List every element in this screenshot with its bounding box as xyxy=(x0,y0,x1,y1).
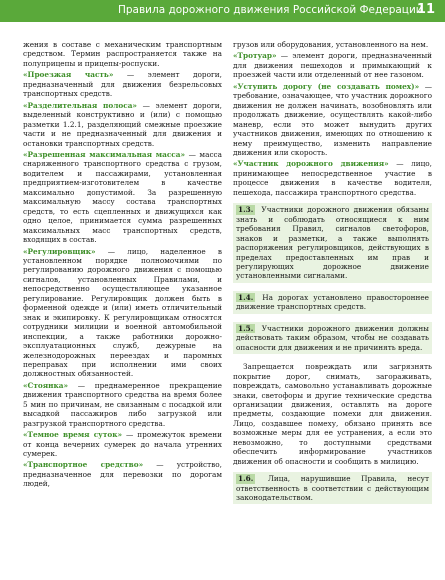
definition-term: «Уступить дорогу (не создавать помех)» xyxy=(233,81,420,91)
rule-number: 1.6. xyxy=(238,474,254,484)
definition-term: «Стоянка» xyxy=(23,380,69,390)
definition-text: — лицо, наделенное в установленном порядке полномочиями по регулированию дорожного движения с помощью сигналов, установленных Правилами, и непосредственно осуществляющее указанное регулирование. Регулировщик должен быть в форменной одежде и (или) иметь отличительный знак и экипировку. К регулировщикам относятся сотрудники милиции и военной автомобильной инспекции, а также работники дорожно-эксплуатационных служб, дежурные на железнодорожных переездах и паромных переправах при исполнении ими своих должностных обязанностей. xyxy=(23,246,222,379)
definition-paragraph xyxy=(23,150,222,245)
definition-text: — требование, означающее, что участник дорожного движения не должен начинать, возобновлять или продолжать движение, осуществлять какой-либо маневр, если это может вынудить других участников движения, имеющих по отношению к нему преимущество, изменить направление движения или скорость. xyxy=(233,81,432,157)
definition-text: — устройство, предназначенное для перевозки по дорогам людей, xyxy=(23,460,222,489)
definition-text: — элемент дороги, предназначенный для движения пешеходов и примыкающий к проезжей части или отделенный от нее газоном. xyxy=(233,51,432,80)
left-column xyxy=(23,40,222,491)
definition-paragraph xyxy=(233,82,432,158)
rule-number: 1.5. xyxy=(238,323,254,333)
definition-term: «Тротуар» xyxy=(233,51,277,61)
right-column xyxy=(233,40,432,512)
definition-term: «Разделительная полоса» xyxy=(23,100,137,110)
body-paragraph: Запрещается повреждать или загрязнять покрытие дорог, снимать, загораживать, повреждать, самовольно устанавливать дорожные знаки, светофоры и другие технические средства организации движения, оставлять на дороге предметы, создающие помехи для движения. Лицо, создавшее помеху, обязано принять все возможные меры для ее устранения, а если это невозможно, то доступными средствами обеспечить информирование участников движения об опасности и сообщить в милицию. xyxy=(233,362,432,466)
definition-term: «Темное время суток» xyxy=(23,430,123,440)
definition-term: «Транспортное средство» xyxy=(23,460,144,470)
definition-paragraph xyxy=(23,430,222,458)
definition-paragraph xyxy=(23,247,222,379)
definition-term: «Участник дорожного движения» xyxy=(233,159,389,169)
definition-text: грузов или оборудования, установленного на нем. xyxy=(233,40,429,49)
rule-block xyxy=(233,322,432,354)
definition-paragraph xyxy=(23,40,222,68)
rule-text: Участники дорожного движения должны действовать таким образом, чтобы не создавать опасности для движения и не причинять вреда. xyxy=(236,323,429,352)
rule-text: Участники дорожного движения обязаны знать и соблюдать относящиеся к ним требования Правил, сигналов светофоров, знаков и разметки, а также выполнять распоряжения регулировщиков, действующих в пределах предоставленных им прав и регулирующих дорожное движение установленными сигналами. xyxy=(236,205,429,281)
definition-term: «Проезжая часть» xyxy=(23,70,114,80)
definition-text: — элемент дороги, предназначенный для движения безрельсовых транспортных средств. xyxy=(23,70,222,99)
definition-paragraph xyxy=(233,51,432,79)
definition-paragraph xyxy=(23,70,222,98)
rule-block xyxy=(233,291,432,314)
definition-text: — преднамеренное прекращение движения транспортного средства на время более 5 мин по причинам, не связанным с посадкой или высадкой пассажиров либо загрузкой или разгрузкой транспортного средства. xyxy=(23,380,222,428)
rule-number: 1.4. xyxy=(238,292,254,302)
definition-text: — элемент дороги, выделенный конструктивно и (или) с помощью разметки 1.2.1, разделяющий смежные проезжие части и не предназначенный для движения и остановки транспортных средств. xyxy=(23,100,222,148)
header-title: Правила дорожного движения Российской Федерации xyxy=(118,4,423,16)
definition-paragraph xyxy=(233,40,432,49)
rule-block xyxy=(233,472,432,504)
page-header xyxy=(0,0,445,22)
page-number: 11 xyxy=(416,2,435,17)
definition-text: — масса снаряженного транспортного средства с грузом, водителем и пассажирами, установленная предприятием-изготовителем в качестве максимально допустимой. За разрешенную максимальную массу состава транспортных средств, то есть сцепленных и движущихся как одно целое, принимается сумма разрешенных максимальных масс транспортных средств, входящих в состав. xyxy=(23,149,222,245)
definition-paragraph xyxy=(23,381,222,428)
definition-paragraph xyxy=(233,159,432,197)
rule-text: Лица, нарушившие Правила, несут ответственность в соответствии с действующим законодательством. xyxy=(236,474,429,503)
definition-text: — промежуток времени от конца вечерних сумерек до начала утренних сумерек. xyxy=(23,430,223,459)
definition-text: — лицо, принимающее непосредственное участие в процессе движения в качестве водителя, пешехода, пассажира транспортного средства. xyxy=(233,159,433,197)
definition-paragraph xyxy=(23,101,222,148)
rule-text: На дорогах установлено правостороннее движение транспортных средств. xyxy=(236,292,429,312)
definition-term: «Регулировщик» xyxy=(23,246,96,256)
rule-block xyxy=(233,203,432,283)
definition-paragraph xyxy=(23,460,222,488)
rule-number: 1.3. xyxy=(238,205,254,215)
definition-text: жения в составе с механическим транспортным средством. Термин распространяется также на полуприцепы и прицепы-роспуски. xyxy=(23,40,222,68)
definition-term: «Разрешенная максимальная масса» xyxy=(23,149,186,159)
